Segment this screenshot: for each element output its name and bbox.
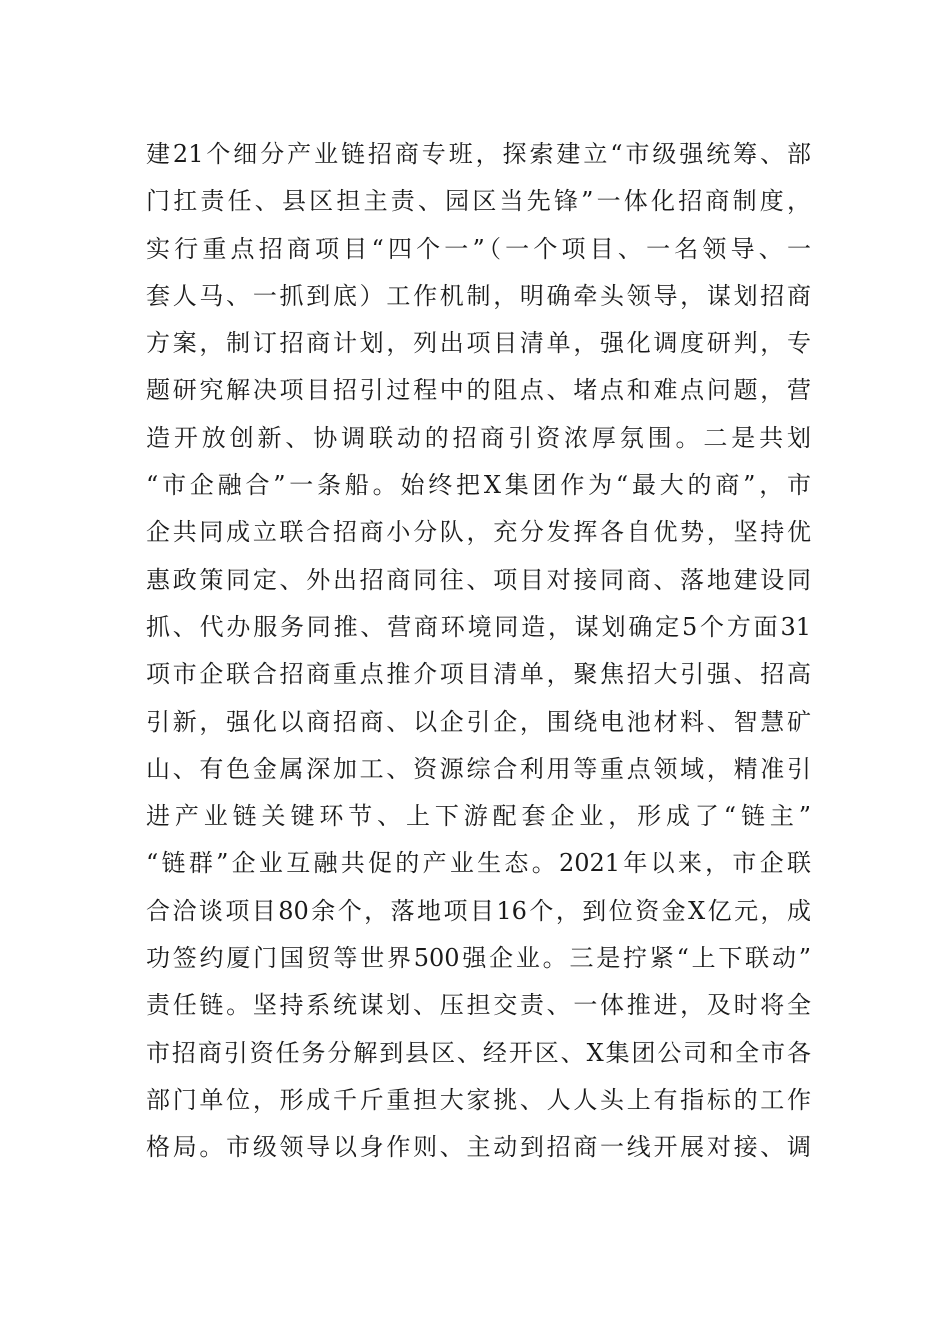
text-line: 门扛责任、县区担主责、园区当先锋”一体化招商制度， xyxy=(146,187,811,216)
text-line: 造开放创新、协调联动的招商引资浓厚氛围。二是共划 xyxy=(146,423,811,452)
text-line: 格局。市级领导以身作则、主动到招商一线开展对接、调 xyxy=(146,1133,811,1162)
text-line: 山、有色金属深加工、资源综合利用等重点领域，精准引 xyxy=(146,754,811,783)
text-line: 方案，制订招商计划，列出项目清单，强化调度研判，专 xyxy=(146,329,811,358)
text-line: 抓、代办服务同推、营商环境同造，谋划确定5个方面31 xyxy=(146,612,811,641)
text-line: 市招商引资任务分解到县区、经开区、X集团公司和全市各 xyxy=(146,1038,811,1067)
text-line: 建21个细分产业链招商专班，探索建立“市级强统筹、部 xyxy=(146,140,811,168)
text-line: 项市企联合招商重点推介项目清单，聚焦招大引强、招高 xyxy=(146,660,811,689)
body-paragraph xyxy=(146,131,811,1172)
text-line: 题研究解决项目招引过程中的阻点、堵点和难点问题，营 xyxy=(146,376,811,405)
text-line: 功签约厦门国贸等世界500强企业。三是拧紧“上下联动” xyxy=(146,944,811,973)
text-line: 套人马、一抓到底）工作机制，明确牵头领导，谋划招商 xyxy=(146,281,811,310)
text-line: “市企融合”一条船。始终把X集团作为“最大的商”，市 xyxy=(146,471,811,500)
text-line: 引新，强化以商招商、以企引企，围绕电池材料、智慧矿 xyxy=(146,707,811,736)
text-line: 进产业链关键环节、上下游配套企业，形成了“链主” xyxy=(146,802,811,831)
text-line: “链群”企业互融共促的产业生态。2021年以来，市企联 xyxy=(146,849,811,878)
text-line: 责任链。坚持系统谋划、压担交责、一体推进，及时将全 xyxy=(146,991,811,1020)
text-line: 合洽谈项目80余个，落地项目16个，到位资金X亿元，成 xyxy=(146,896,811,925)
text-line: 惠政策同定、外出招商同往、项目对接同商、落地建设同 xyxy=(146,565,811,594)
text-line: 部门单位，形成千斤重担大家挑、人人头上有指标的工作 xyxy=(146,1085,811,1114)
text-line: 实行重点招商项目“四个一”（一个项目、一名领导、一 xyxy=(146,234,811,263)
text-line: 企共同成立联合招商小分队，充分发挥各自优势，坚持优 xyxy=(146,518,811,547)
